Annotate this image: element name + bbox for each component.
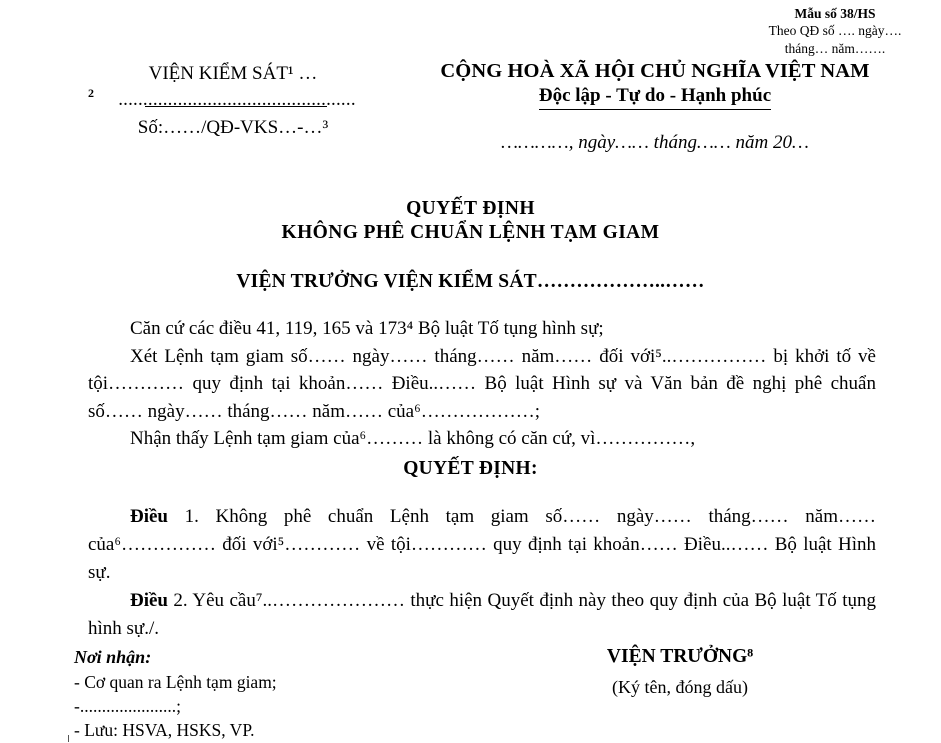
article-2	[88, 587, 876, 643]
signature-block	[530, 642, 830, 701]
agency-blank-row	[88, 85, 378, 112]
recipient-item: - Lưu: HSVA, HSKS, VP.	[74, 720, 255, 741]
document-number: Số:……/QĐ-VKS…-…³	[137, 116, 329, 138]
body-paragraph-3: Nhận thấy Lệnh tạm giam của⁶……… là không có căn cứ, vì……………,	[130, 428, 696, 450]
recipient-item: -......................;	[74, 695, 181, 716]
recipients-block	[74, 645, 277, 742]
decision-heading: QUYẾT ĐỊNH:	[403, 458, 538, 479]
page-edge-mark	[68, 735, 69, 742]
signature-title: VIỆN TRƯỞNG⁸	[606, 646, 754, 667]
article-1	[88, 503, 876, 587]
recipient-item: - Cơ quan ra Lệnh tạm giam;	[74, 671, 277, 692]
articles-block	[88, 503, 876, 644]
agency-footnote-mark: 2	[88, 85, 94, 100]
article-1-label: Điều	[130, 506, 168, 527]
document-footer	[0, 645, 941, 743]
form-code-title: Mẫu số 38/HS	[794, 6, 876, 21]
national-motto-wrap	[420, 85, 890, 110]
body-paragraph-2: Xét Lệnh tạm giam số…… ngày…… tháng…… năm…… đối với⁵..…………… bị khởi tố về tội………… quy định tại khoản…… Điều..…… Bộ luật Hình sự và Văn bản đề nghị phê chuẩn số…… ngày…… tháng…… năm…… của⁶………………;	[88, 345, 876, 422]
article-2-text: 2. Yêu cầu⁷..………………… thực hiện Quyết định này theo quy định của Bộ luật Tố tụng hình sự./.	[88, 590, 876, 640]
form-code-block	[735, 5, 935, 57]
agency-underline-rule	[145, 106, 327, 107]
national-motto: Độc lập - Tự do - Hạnh phúc	[539, 85, 771, 110]
signature-note: (Ký tên, đóng dấu)	[612, 677, 748, 698]
document-subtitle: VIỆN TRƯỞNG VIỆN KIỂM SÁT………………..……	[236, 271, 705, 292]
recipients-title: Nơi nhận:	[74, 647, 152, 667]
article-2-label: Điều	[130, 590, 168, 612]
document-body	[88, 315, 876, 453]
body-paragraph-1: Căn cứ các điều 41, 119, 165 và 173⁴ Bộ luật Tố tụng hình sự;	[130, 318, 604, 339]
date-line: …………, ngày…… tháng…… năm 20…	[501, 132, 809, 153]
header-national-block	[420, 60, 890, 154]
agency-dotted-line: ................................................	[118, 88, 356, 110]
agency-name: VIỆN KIỂM SÁT¹ …	[148, 63, 318, 84]
document-title-block	[0, 198, 941, 244]
national-title: CỘNG HOÀ XÃ HỘI CHỦ NGHĨA VIỆT NAM	[440, 60, 870, 82]
document-title-line-2: KHÔNG PHÊ CHUẨN LỆNH TẠM GIAM	[281, 222, 660, 243]
form-code-line-2: tháng… năm…….	[784, 40, 886, 56]
form-code-line-1: Theo QĐ số …. ngày….	[768, 23, 902, 39]
header-agency-block	[88, 62, 378, 140]
document-title-line-1: QUYẾT ĐỊNH	[406, 198, 535, 219]
article-1-text: 1. Không phê chuẩn Lệnh tạm giam số…… ngày…… tháng…… năm…… của⁶…………… đối với⁵………… về tội………… quy định tại khoản…… Điều..…… Bộ luật Hình sự.	[88, 506, 876, 584]
